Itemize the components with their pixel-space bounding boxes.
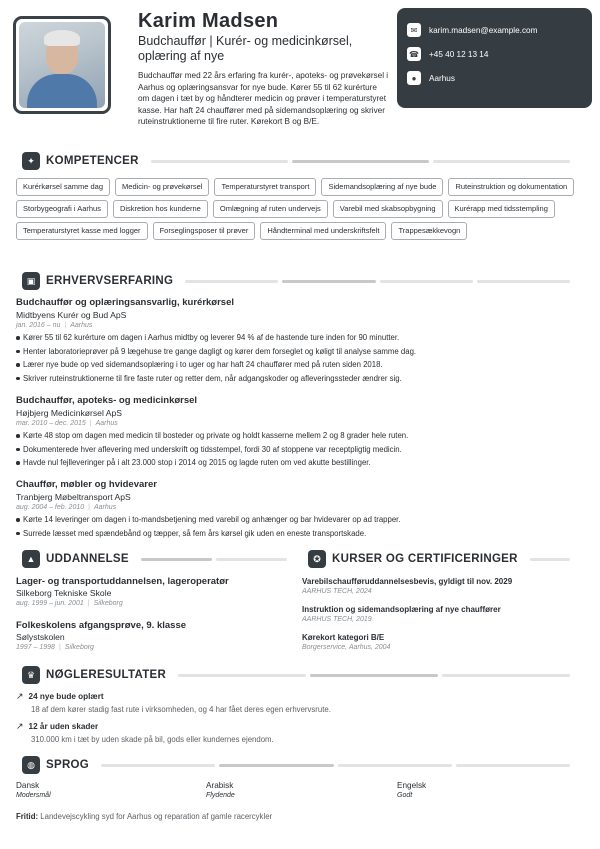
achievement-item xyxy=(16,691,576,714)
contact-card xyxy=(397,8,592,108)
briefcase-icon: ▣ xyxy=(22,272,40,290)
education-entry xyxy=(16,576,286,607)
skill-tag: Medicin- og prøvekørsel xyxy=(115,178,209,196)
language-name: Arabisk xyxy=(206,781,234,790)
course-title: Instruktion og sidemandsoplæring af nye chauffører xyxy=(302,605,501,614)
education-entry xyxy=(16,620,286,651)
job-title: Chauffør, møbler og hvidevarer xyxy=(16,479,157,490)
skill-tag: Kurérkørsel samme dag xyxy=(16,178,110,196)
section-header-experience xyxy=(22,272,570,290)
section-title-education: UDDANNELSE xyxy=(46,553,129,565)
profile-summary: Budchauffør med 22 års erfaring fra kurér-, apoteks- og prøvekørsel i Aarhus og oplæringsansvar for nye bude. Kører 55 til 62 kurérture om dagen i tæt by og håndterer medicin og prøver i temperaturstyret kasse. Har haft 24 chauffører med på sidemandsoplæring og skriver ruteinstruktionerne til fire ruter. Kørekort B og B/E. xyxy=(138,71,389,127)
course-meta: AARHUS TECH, 2024 xyxy=(302,588,372,595)
education-title: Lager- og transportuddannelsen, lageroperatør xyxy=(16,576,229,587)
language-name: Dansk xyxy=(16,781,40,790)
section-title-achievements: NØGLERESULTATER xyxy=(46,669,167,681)
job-company: Tranbjerg Møbeltransport ApS xyxy=(16,492,131,502)
job-bullet: Dokumenterede hver aflevering med underskrift og tidsstempel, fordi 30 af stoppene var receptpligtig medicin. xyxy=(16,443,586,457)
skill-tag: Varebil med skabsopbygning xyxy=(333,200,443,218)
job-meta: aug. 2004 – feb. 2010 | Aarhus xyxy=(16,504,117,511)
hobbies-line xyxy=(16,812,272,821)
pin-icon: ● xyxy=(407,71,421,85)
skill-tag: Forseglingsposer til prøver xyxy=(153,222,256,240)
job-bullet: Kørte 48 stop om dagen med medicin til bosteder og private og holdt kasserne mellem 2 og 8 grader hele ruten. xyxy=(16,429,586,443)
job-meta: mar. 2010 – dec. 2015 | Aarhus xyxy=(16,420,118,427)
language-item xyxy=(397,781,426,799)
job-meta: jan. 2016 – nu | Aarhus xyxy=(16,322,93,329)
achievement-title: 24 nye bude oplært xyxy=(28,692,104,701)
section-title-skills: KOMPETENCER xyxy=(46,155,139,167)
skill-tag: Diskretion hos kunderne xyxy=(113,200,208,218)
candidate-title: Budchauffør | Kurér- og medicinkørsel, oplæring af nye xyxy=(138,34,353,63)
candidate-name: Karim Madsen xyxy=(138,10,279,32)
education-school: Sølystskolen xyxy=(16,632,65,642)
skill-tag: Sidemandsoplæring af nye bude xyxy=(321,178,443,196)
job-entry xyxy=(16,479,586,540)
language-level: Godt xyxy=(397,792,413,799)
job-company: Højbjerg Medicinkørsel ApS xyxy=(16,408,123,418)
contact-location: Aarhus xyxy=(429,73,455,83)
course-entry xyxy=(302,577,582,595)
job-bullet: Havde nul fejlleveringer på i alt 23.000 stop i 2014 og 2015 og lagde ruten om ved akutte bestillinger. xyxy=(16,456,586,470)
course-entry xyxy=(302,633,582,651)
skills-list xyxy=(16,178,576,240)
job-bullet: Lærer nye bude op ved sidemandsoplæring i to uger og har haft 24 chauffører med på ruten siden 2018. xyxy=(16,358,586,372)
course-entry xyxy=(302,605,582,623)
profile-photo xyxy=(19,22,105,108)
contact-email-row xyxy=(407,22,582,38)
course-meta: AARHUS TECH, 2019 xyxy=(302,616,372,623)
language-level: Modersmål xyxy=(16,792,51,799)
achievement-description: 18 af dem kører stadig fast rute i virksomheden, og 4 har fået deres egen erhvervsrute. xyxy=(31,705,331,714)
contact-phone-row xyxy=(407,46,582,62)
trend-arrow-icon: ↗ xyxy=(16,691,24,701)
education-meta: aug. 1999 – jun. 2001 | Silkeborg xyxy=(16,600,123,607)
contact-phone[interactable]: +45 40 12 13 14 xyxy=(429,49,489,59)
section-title-experience: ERHVERVSERFARING xyxy=(46,275,174,287)
job-bullet: Kørte 14 leveringer om dagen i to-mandsbetjening med varebil og anhænger og bar hvidevarer op ad trapper. xyxy=(16,513,586,527)
skill-tag: Omlægning af ruten undervejs xyxy=(213,200,328,218)
education-meta: 1997 – 1998 | Silkeborg xyxy=(16,644,94,651)
job-bullets xyxy=(16,513,586,540)
job-title: Budchauffør, apoteks- og medicinkørsel xyxy=(16,395,198,406)
skill-tag: Storbygeografi i Aarhus xyxy=(16,200,108,218)
section-title-languages: SPROG xyxy=(46,759,90,771)
skill-tag: Kurérapp med tidsstempling xyxy=(448,200,555,218)
achievement-item xyxy=(16,721,576,744)
trend-arrow-icon: ↗ xyxy=(16,721,24,731)
profile-photo-frame xyxy=(13,16,111,114)
graduation-cap-icon: ▲ xyxy=(22,550,40,568)
language-item xyxy=(16,781,51,799)
section-title-courses: KURSER OG CERTIFICERINGER xyxy=(332,553,518,565)
contact-email[interactable]: karim.madsen@example.com xyxy=(429,25,538,35)
job-bullet: Kører 55 til 62 kurérture om dagen i Aarhus midtby og leverer 94 % af de hastende ture inden for 90 minutter. xyxy=(16,331,586,345)
skill-tag: Håndterminal med underskriftsfelt xyxy=(260,222,386,240)
job-bullets xyxy=(16,429,586,470)
achievement-description: 310.000 km i tæt by uden skade på bil, gods eller kundernes ejendom. xyxy=(31,735,274,744)
globe-icon: ◍ xyxy=(22,756,40,774)
course-title: Kørekort kategori B/E xyxy=(302,633,385,642)
job-entry xyxy=(16,297,586,385)
education-title: Folkeskolens afgangsprøve, 9. klasse xyxy=(16,620,187,631)
hobbies-label: Fritid: xyxy=(16,812,39,821)
section-header-education xyxy=(22,550,287,568)
job-bullet: Henter laboratorieprøver på 9 lægehuse tre gange dagligt og kører dem forseglet og køligt til analyse samme dag. xyxy=(16,345,586,359)
skill-tag: Trappesækkevogn xyxy=(391,222,467,240)
section-header-achievements xyxy=(22,666,570,684)
trophy-icon: ♛ xyxy=(22,666,40,684)
phone-icon: ☎ xyxy=(407,47,421,61)
section-header-courses xyxy=(308,550,570,568)
job-bullet: Surrede læsset med spændebånd og tæpper, så fem års kørsel gik uden en eneste transportskade. xyxy=(16,527,586,541)
course-title: Varebilschaufføruddannelsesbevis, gyldigt til nov. 2029 xyxy=(302,577,513,586)
lightbulb-icon: ✦ xyxy=(22,152,40,170)
job-company: Midtbyens Kurér og Bud ApS xyxy=(16,310,127,320)
job-title: Budchauffør og oplæringsansvarlig, kurérkørsel xyxy=(16,297,235,308)
language-item xyxy=(206,781,235,799)
mail-icon: ✉ xyxy=(407,23,421,37)
section-header-skills xyxy=(22,152,570,170)
achievement-title: 12 år uden skader xyxy=(28,722,99,731)
job-bullets xyxy=(16,331,586,385)
hobbies-text: Landevejscykling syd for Aarhus og reparation af gamle racercykler xyxy=(40,812,273,821)
skill-tag: Ruteinstruktion og dokumentation xyxy=(448,178,574,196)
contact-location-row xyxy=(407,70,582,86)
language-level: Flydende xyxy=(206,792,235,799)
language-name: Engelsk xyxy=(397,781,427,790)
section-header-languages xyxy=(22,756,570,774)
job-bullet: Skriver ruteinstruktionerne til fire faste ruter og retter dem, når adgangskoder og afleveringssteder ændrer sig. xyxy=(16,372,586,386)
skill-tag: Temperaturstyret kasse med logger xyxy=(16,222,148,240)
skill-tag: Temperaturstyret transport xyxy=(214,178,316,196)
certificate-icon: ✪ xyxy=(308,550,326,568)
course-meta: Borgerservice, Aarhus, 2004 xyxy=(302,644,391,651)
education-school: Silkeborg Tekniske Skole xyxy=(16,588,112,598)
job-entry xyxy=(16,395,586,470)
